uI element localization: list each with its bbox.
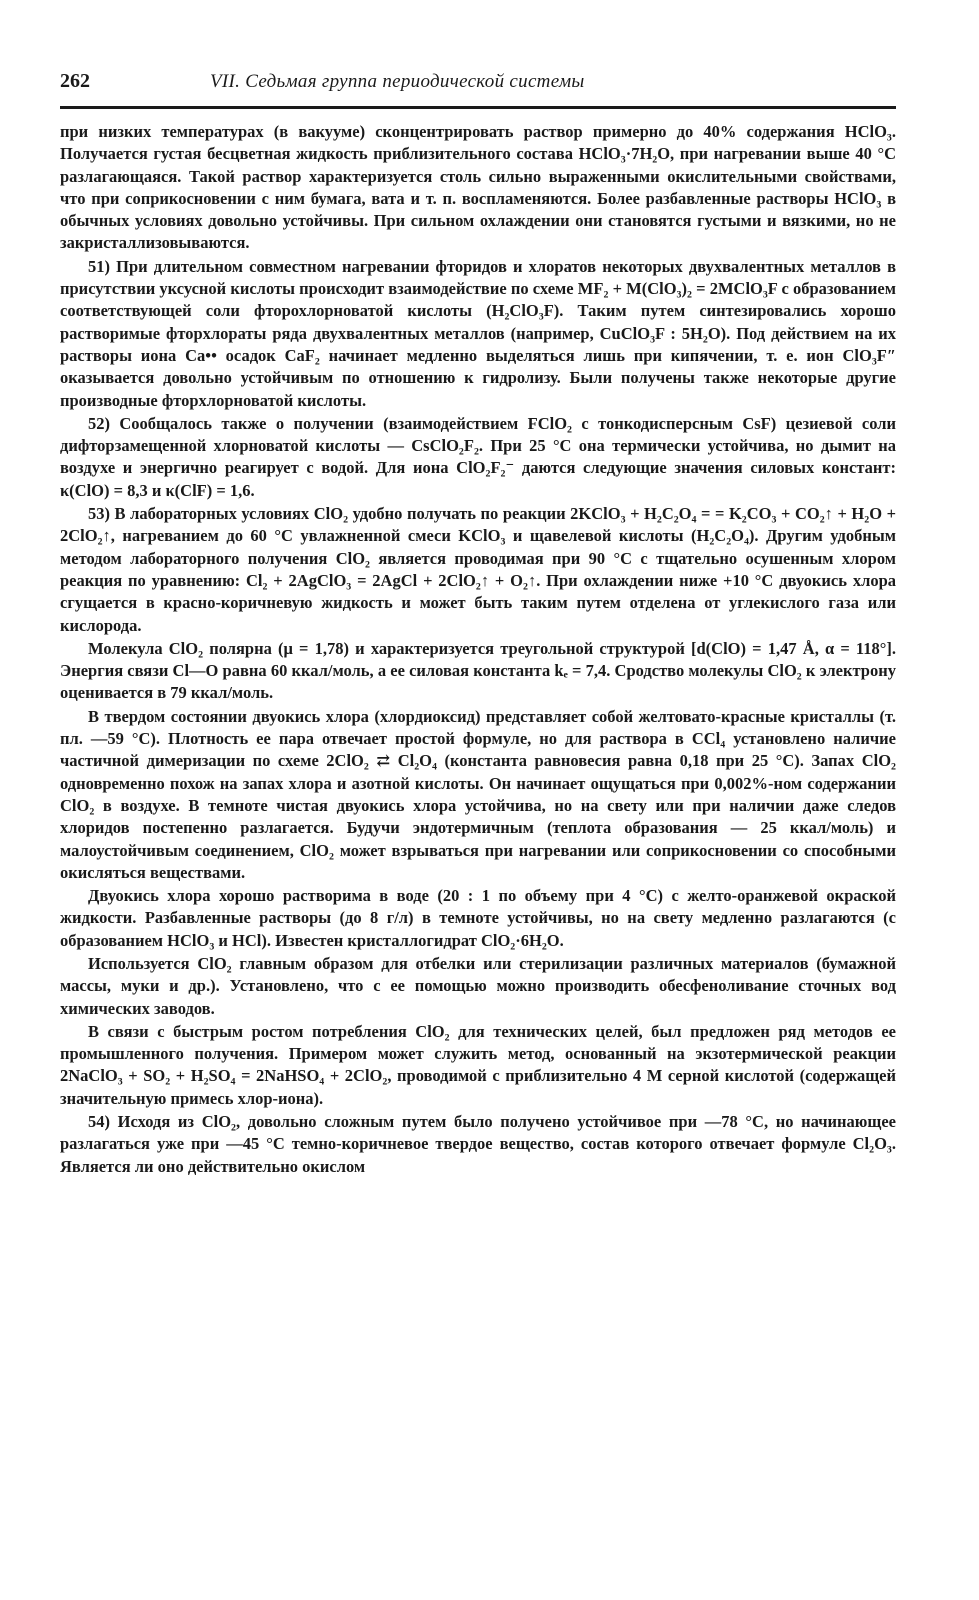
paragraph-continuation: при низких температурах (в вакууме) сконцентрировать раствор примерно до 40% содержания HClO₃. Получается густая бесцветная жидкость приблизительного состава HClO₃·7H₂O, при нагревании выше 40 °C разлагающаяся. Такой раствор характеризуется столь сильно выраженными окислительными свойствами, что при соприкосновении с ним бумага, вата и т. п. воспламеняются. Более разбавленные растворы HClO₃ в обычных условиях довольно устойчивы. При сильном охлаждении они становятся густыми и вязкими, но не закристаллизовываются. bbox=[60, 122, 896, 253]
paragraph-note-52: 52) Сообщалось также о получении (взаимодействием FClO₂ с тонкодисперсным CsF) цезиевой соли дифторзамещенной хлорноватой кислоты — CsClO₂F₂. При 25 °C она термически устойчива, но дымит на воздухе и энергично реагирует с водой. Для иона ClO₂F₂⁻ даются следующие значения силовых констант: κ(ClO) = 8,3 и κ(ClF) = 1,6. bbox=[60, 413, 896, 500]
paragraph-solubility: Двуокись хлора хорошо растворима в воде (20 : 1 по объему при 4 °C) с желто-оранжевой окраской жидкости. Разбавленные растворы (до 8 г/л) в темноте устойчивы, но на свету медленно разлагаются (с образованием HClO₃ и HCl). Известен кристаллогидрат ClO₂·6H₂O. bbox=[60, 886, 896, 950]
body-text bbox=[60, 121, 896, 1178]
paragraph-solid-state: В твердом состоянии двуокись хлора (хлордиоксид) представляет собой желтовато-красные кристаллы (т. пл. —59 °C). Плотность ее пара отвечает простой формуле, но для раствора в CCl₄ установлено наличие частичной димеризации по схеме 2ClO₂ ⇄ Cl₂O₄ (константа равновесия равна 0,18 при 25 °C). Запах ClO₂ одновременно похож на запах хлора и азотной кислоты. Он начинает ощущаться при 0,002%-ном содержании ClO₂ в воздухе. В темноте чистая двуокись хлора устойчива, но на свету или при наличии даже следов хлоридов постепенно разлагается. Будучи эндотермичным (теплота образования — 25 ккал/моль) и малоустойчивым соединением, ClO₂ может взрываться при нагревании или соприкосновении со способными окисляться веществами. bbox=[60, 706, 896, 882]
paragraph-usage: Используется ClO₂ главным образом для отбелки или стерилизации различных материалов (бумажной массы, муки и др.). Установлено, что с ее помощью можно производить обесфеноливание сточных вод химических заводов. bbox=[60, 953, 896, 1018]
book-page bbox=[60, 70, 896, 1178]
header-rule bbox=[60, 106, 896, 109]
page-number: 262 bbox=[60, 70, 90, 92]
paragraph-note-54: 54) Исходя из ClO₂, довольно сложным путем было получено устойчивое при —78 °C, но начинающее разлагаться уже при —45 °C темно-коричневое твердое вещество, состав которого отвечает формуле Cl₂O₃. Является ли оно действительно окислом bbox=[60, 1112, 896, 1176]
paragraph-industrial: В связи с быстрым ростом потребления ClO₂ для технических целей, был предложен ряд методов ее промышленного получения. Примером может служить метод, основанный на экзотермической реакции 2NaClO₃ + SO₂ + H₂SO₄ = 2NaHSO₄ + 2ClO₂, проводимой с приблизительно 4 M серной кислотой (содержащей значительную примесь хлор-иона). bbox=[60, 1021, 896, 1108]
paragraph-clo2-molecule: Молекула ClO₂ полярна (μ = 1,78) и характеризуется треугольной структурой [d(ClO) = 1,47 Å, α = 118°]. Энергия связи Cl—O равна 60 ккал/моль, а ее силовая константа kₑ = 7,4. Сродство молекулы ClO₂ к электрону оценивается в 79 ккал/моль. bbox=[60, 638, 896, 703]
running-title: VII. Седьмая группа периодической системы bbox=[210, 71, 585, 92]
paragraph-note-51: 51) При длительном совместном нагревании фторидов и хлоратов некоторых двухвалентных металлов в присутствии уксусной кислоты происходит взаимодействие по схеме MF₂ + M(ClO₃)₂ = 2MClO₃F с образованием соответствующей соли фторохлорноватой кислоты (H₂ClO₃F). Таким путем синтезировались хорошо растворимые фторхлораты ряда двухвалентных металлов (например, CuClO₃F : 5H₂O). Под действием на их растворы иона Ca•• осадок CaF₂ начинает медленно выделяться лишь при кипячении, т. е. ион ClO₃F″ оказывается довольно устойчивым по отношению к гидролизу. Были получены также некоторые другие производные фторхлорноватой кислоты. bbox=[60, 256, 896, 410]
page-header bbox=[60, 70, 896, 104]
paragraph-note-53: 53) В лабораторных условиях ClO₂ удобно получать по реакции 2KClO₃ + H₂C₂O₄ = = K₂CO₃ + CO₂↑ + H₂O + 2ClO₂↑, нагреванием до 60 °C увлажненной смеси KClO₃ и щавелевой кислоты (H₂C₂O₄). Другим удобным методом лабораторного получения ClO₂ является проводимая при 90 °C с тщательно осушенным хлором реакция по уравнению: Cl₂ + 2AgClO₃ = 2AgCl + 2ClO₂↑ + O₂↑. При охлаждении ниже +10 °C двуокись хлора сгущается в красно-коричневую жидкость и может быть таким путем отделена от углекислого газа или кислорода. bbox=[60, 504, 896, 635]
